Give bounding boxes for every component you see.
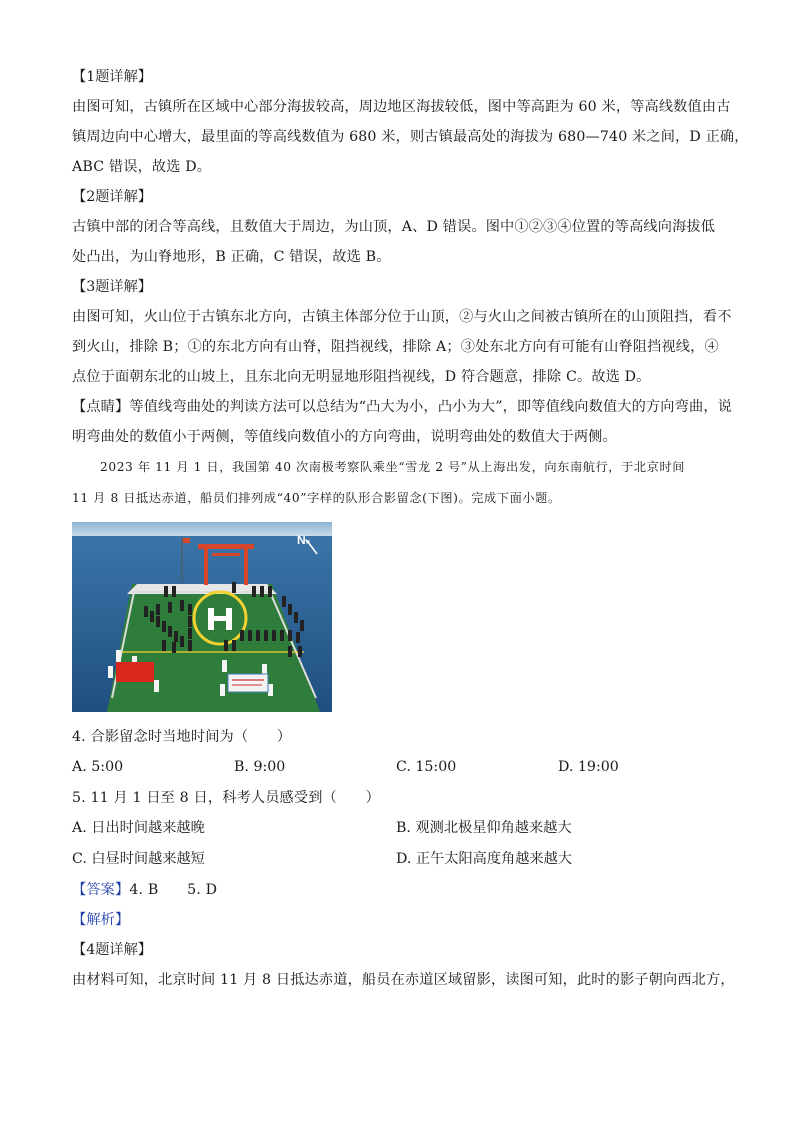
- q5-option-c: C. 白昼时间越来越短: [72, 851, 205, 867]
- q4-option-b: B. 9:00: [234, 759, 286, 775]
- q4-options: [72, 752, 722, 783]
- q4-option-d: D. 19:00: [558, 759, 619, 775]
- document-page: [72, 62, 749, 995]
- answer-row: [72, 875, 722, 905]
- q2-heading: 【2题详解】: [72, 189, 152, 205]
- tip-line-1: 【点睛】等值线弯曲处的判读方法可以总结为“凸大为小，凸小为大”，即等值线向数值大的方向弯曲，说: [72, 399, 732, 415]
- material-line-1: 2023 年 11 月 1 日，我国第 40 次南极考察队乘坐“雪龙 2 号”从上海出发，向东南航行，于北京时间: [100, 460, 686, 474]
- q4-option-c: C. 15:00: [396, 759, 457, 775]
- q4-detail-heading: 【4题详解】: [72, 942, 152, 958]
- q1-line-2: 镇周边向中心增大，最里面的等高线数值为 680 米，则古镇最高处的海拔为 680—740 米之间，D 正确，: [72, 129, 749, 145]
- q4-stem: 4. 合影留念时当地时间为（ ）: [72, 729, 292, 745]
- q3-line-3: 点位于面朝东北的山坡上，且东北向无明显地形阻挡视线，D 符合题意，排除 C。故选 D。: [72, 369, 651, 385]
- q4-detail-line-1: 由材料可知，北京时间 11 月 8 日抵达赤道，船员在赤道区域留影，读图可知，此时的影子朝向西北方，: [72, 972, 735, 988]
- q4-option-a: A. 5:00: [72, 759, 124, 775]
- photo-illustration: [72, 522, 332, 712]
- q5-options-row-1: [72, 813, 722, 844]
- q3-line-1: 由图可知，火山位于古镇东北方向，古镇主体部分位于山顶，②与火山之间被古镇所在的山顶阻挡，看不: [72, 309, 732, 325]
- analysis-tag: 【解析】: [72, 912, 130, 928]
- tip-line-2: 明弯曲处的数值小于两侧，等值线向数值小的方向弯曲，说明弯曲处的数值大于两侧。: [72, 429, 617, 445]
- material-line-2: 11 月 8 日抵达赤道，船员们排列成“40”字样的队形合影留念(下图)。完成下面小题。: [72, 491, 561, 505]
- answer-tag: 【答案】: [72, 882, 130, 898]
- q2-line-2: 处凸出，为山脊地形，B 正确，C 错误，故选 B。: [72, 249, 391, 265]
- north-label: N: [297, 533, 306, 547]
- q5-option-b: B. 观测北极星仰角越来越大: [396, 820, 572, 836]
- q3-line-2: 到火山，排除 B；①的东北方向有山脊，阻挡视线，排除 A；③处东北方向有可能有山脊阻挡视线，④: [72, 339, 719, 355]
- q2-line-1: 古镇中部的闭合等高线，且数值大于周边，为山顶，A、D 错误。图中①②③④位置的等高线向海拔低: [72, 219, 716, 235]
- answer-text: 4. B 5. D: [129, 882, 218, 898]
- q1-line-1: 由图可知，古镇所在区域中心部分海拔较高，周边地区海拔较低，图中等高距为 60 米，等高线数值由古: [72, 99, 731, 115]
- q1-heading: 【1题详解】: [72, 69, 152, 85]
- q5-option-a: A. 日出时间越来越晚: [72, 820, 205, 836]
- q5-options-row-2: [72, 844, 722, 875]
- q5-stem: 5. 11 月 1 日至 8 日，科考人员感受到（ ）: [72, 790, 380, 806]
- ship-deck-photo: [72, 522, 332, 712]
- q1-line-3: ABC 错误，故选 D。: [72, 159, 212, 175]
- q5-option-d: D. 正午太阳高度角越来越大: [396, 851, 572, 867]
- q3-heading: 【3题详解】: [72, 279, 152, 295]
